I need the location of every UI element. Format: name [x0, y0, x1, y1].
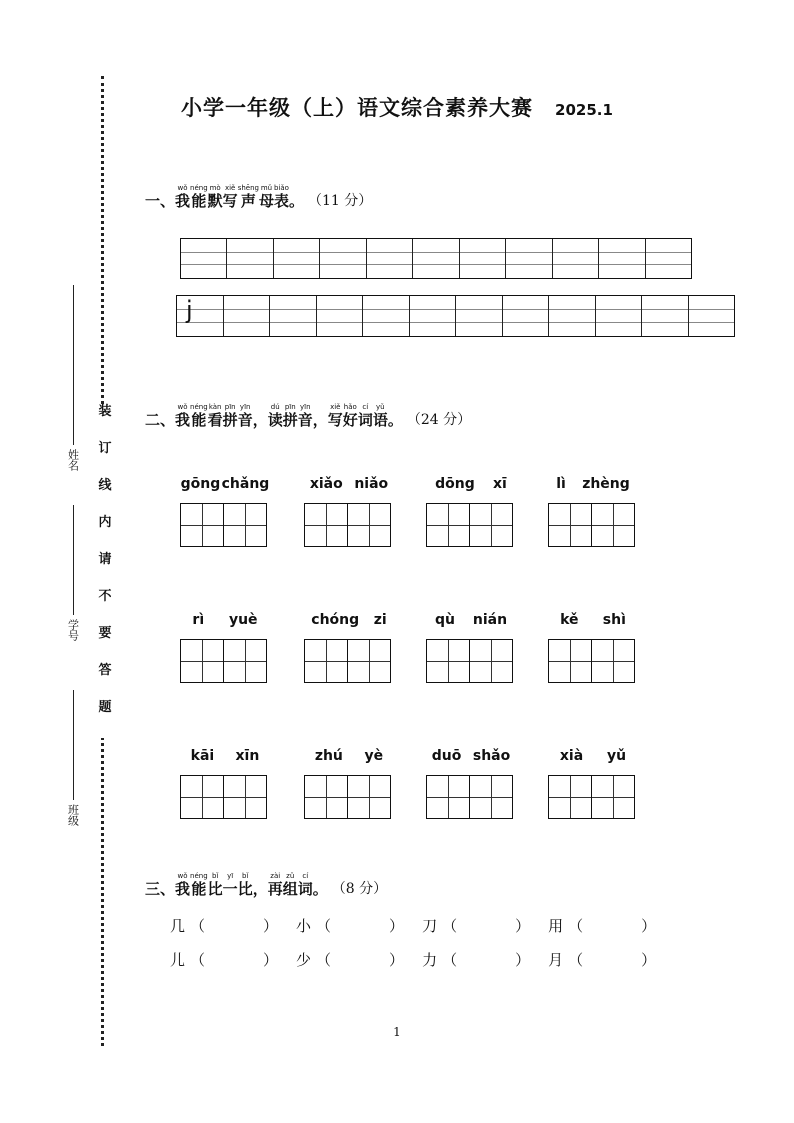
ruby-hanzi: 好	[342, 411, 358, 429]
ruby-pinyin: yīn	[239, 403, 251, 411]
binding-char: 订	[98, 441, 112, 456]
ruby-pinyin: wǒ	[177, 403, 188, 411]
syllable: lì	[556, 476, 566, 492]
ruby-hanzi: ，	[252, 411, 268, 429]
writing-cell[interactable]	[455, 296, 502, 336]
ruby-char	[298, 403, 313, 429]
compare-char: 刀	[422, 917, 438, 935]
ruby-pinyin: pīn	[224, 403, 236, 411]
ruby-char	[208, 403, 223, 429]
ruby-char	[238, 403, 253, 429]
word-task	[548, 748, 638, 819]
word-task	[548, 612, 638, 683]
binding-notice	[94, 405, 116, 738]
writing-cell[interactable]	[181, 239, 226, 278]
spacer	[404, 949, 422, 970]
syllable: chǎng	[221, 476, 270, 492]
tian-grid-pair	[426, 503, 516, 547]
ruby-char	[373, 403, 388, 429]
ruby-pinyin: néng	[190, 403, 208, 411]
ruby-char	[283, 872, 298, 898]
ruby-hanzi: ，	[312, 411, 328, 429]
student-number-line	[73, 505, 74, 615]
student-number-field	[66, 505, 80, 641]
writing-cell[interactable]	[502, 296, 549, 336]
ruby-char	[328, 403, 343, 429]
word-pinyin	[304, 612, 394, 632]
writing-cell[interactable]	[226, 239, 272, 278]
name-field	[66, 285, 80, 471]
exam-date: 2025.1	[555, 101, 613, 119]
tian-grid-box[interactable]	[348, 639, 391, 683]
binding-char: 请	[98, 552, 112, 567]
ruby-pinyin: cí	[302, 872, 309, 880]
ruby-char	[175, 872, 190, 898]
ruby-hanzi: 声	[240, 192, 256, 210]
answer-blank[interactable]	[331, 915, 389, 936]
tian-grid-box[interactable]	[426, 775, 470, 819]
section1-heading	[145, 184, 372, 210]
section-score: （24 分）	[406, 412, 472, 428]
compare-row-1	[170, 915, 656, 936]
word-task	[426, 748, 516, 819]
compare-char: 小	[296, 917, 312, 935]
syllable: chóng	[311, 612, 360, 628]
word-pinyin	[180, 612, 270, 632]
syllable: xiǎo	[309, 476, 343, 492]
ruby-char	[223, 184, 238, 210]
class-label: 班级	[66, 804, 80, 826]
tian-grid-box[interactable]	[548, 775, 592, 819]
syllable: dōng	[435, 476, 475, 492]
compare-char: 用	[548, 917, 564, 935]
word-task	[426, 612, 516, 683]
section-number: 二、	[145, 411, 176, 429]
ruby-hanzi: 能	[191, 192, 207, 210]
ruby-hanzi: 母	[258, 192, 274, 210]
tian-grid-box[interactable]	[470, 639, 513, 683]
writing-cell[interactable]	[552, 239, 598, 278]
syllable: nián	[472, 612, 508, 628]
ruby-hanzi: 比	[207, 880, 223, 898]
section-tail: 。	[387, 411, 403, 429]
paren-close: ）	[263, 951, 279, 969]
compare-row-2	[170, 949, 656, 970]
tian-grid-box[interactable]	[224, 503, 267, 547]
ruby-pinyin: bǐ	[211, 872, 219, 880]
tian-grid-box[interactable]	[348, 775, 391, 819]
syllable: rì	[192, 612, 205, 628]
word-task	[304, 612, 394, 683]
tian-grid-box[interactable]	[426, 503, 470, 547]
ruby-hanzi: 我	[175, 411, 191, 429]
word-pinyin	[426, 748, 516, 768]
binding-char: 题	[98, 700, 112, 715]
syllable: gōng	[180, 476, 221, 492]
section2-heading	[145, 403, 471, 429]
ruby-hanzi: 写	[327, 411, 343, 429]
writing-cell[interactable]	[366, 239, 412, 278]
tian-grid-box[interactable]	[304, 639, 348, 683]
answer-blank[interactable]	[205, 915, 263, 936]
ruby-pinyin: xiě	[224, 184, 236, 192]
syllable: yuè	[228, 612, 258, 628]
spacer	[404, 915, 422, 936]
syllable: kāi	[190, 748, 215, 764]
binding-char: 装	[98, 404, 112, 419]
compare-char: 几	[170, 917, 186, 935]
compare-char: 力	[422, 951, 438, 969]
syllable: xīn	[235, 748, 260, 764]
word-pinyin	[180, 476, 270, 496]
paren-open: （	[442, 951, 458, 969]
word-task	[180, 476, 270, 547]
paren-close: ）	[641, 951, 657, 969]
ruby-char	[175, 184, 190, 210]
syllable: yǔ	[607, 748, 627, 764]
ruby-pinyin: bǐ	[242, 872, 249, 880]
ruby-char	[298, 872, 313, 898]
tian-grid-pair	[180, 639, 270, 683]
ruby-char	[259, 184, 274, 210]
paren-close: ）	[389, 951, 405, 969]
writing-cell[interactable]	[688, 296, 735, 336]
ruby-hanzi: 拼	[222, 411, 238, 429]
ruby-pinyin: néng	[190, 184, 208, 192]
syllable: xià	[559, 748, 584, 764]
ruby-char	[208, 872, 223, 898]
word-task	[426, 476, 516, 547]
page-title	[0, 92, 794, 122]
ruby-char	[190, 184, 208, 210]
ruby-pinyin: néng	[190, 872, 208, 880]
section-tail: 。	[289, 192, 305, 210]
ruby-char	[358, 403, 373, 429]
initials-writing-grid-1[interactable]	[180, 238, 692, 279]
syllable: qù	[434, 612, 455, 628]
given-letter: j	[186, 296, 193, 324]
spacer	[530, 915, 548, 936]
tian-grid-box[interactable]	[548, 503, 592, 547]
spacer	[530, 949, 548, 970]
paren-open: （	[568, 917, 584, 935]
ruby-pinyin: yǔ	[376, 403, 385, 411]
writing-cell[interactable]	[273, 239, 319, 278]
ruby-hanzi: 写	[222, 192, 238, 210]
paren-open: （	[316, 917, 332, 935]
ruby-char	[253, 880, 268, 898]
paren-close: ）	[515, 917, 531, 935]
paren-open: （	[568, 951, 584, 969]
tian-grid-box[interactable]	[592, 503, 635, 547]
section-number: 一、	[145, 192, 176, 210]
word-task	[304, 476, 394, 547]
word-pinyin	[548, 748, 638, 768]
answer-blank[interactable]	[583, 949, 641, 970]
writing-cell[interactable]	[505, 239, 551, 278]
spacer	[278, 915, 296, 936]
word-task	[180, 748, 270, 819]
section3-heading	[145, 872, 387, 898]
ruby-hanzi: 比	[237, 880, 253, 898]
paren-close: ）	[389, 917, 405, 935]
paren-close: ）	[263, 917, 279, 935]
word-pinyin	[180, 748, 270, 768]
tian-grid-box[interactable]	[224, 775, 267, 819]
ruby-char	[238, 184, 259, 210]
writing-cell[interactable]	[409, 296, 456, 336]
exam-title: 小学一年级（上）语文综合素养大赛	[181, 96, 534, 120]
writing-cell[interactable]	[548, 296, 595, 336]
ruby-pinyin: dú	[270, 403, 280, 411]
ruby-hanzi: 语	[372, 411, 388, 429]
ruby-char	[190, 403, 208, 429]
ruby-char	[253, 411, 268, 429]
ruby-pinyin: wǒ	[177, 872, 188, 880]
word-task	[548, 476, 638, 547]
ruby-hanzi: 词	[297, 880, 313, 898]
ruby-hanzi: 能	[191, 880, 207, 898]
tian-grid-pair	[548, 639, 638, 683]
ruby-pinyin: wǒ	[177, 184, 188, 192]
ruby-hanzi: 音	[237, 411, 253, 429]
tian-grid-box[interactable]	[304, 503, 348, 547]
ruby-char	[208, 184, 223, 210]
writing-cell[interactable]	[319, 239, 365, 278]
ruby-hanzi: 音	[297, 411, 313, 429]
ruby-pinyin: kàn	[208, 403, 222, 411]
paren-open: （	[190, 951, 206, 969]
compare-char: 月	[548, 951, 564, 969]
tian-grid-pair	[426, 775, 516, 819]
syllable: duō	[431, 748, 462, 764]
ruby-pinyin: zǔ	[286, 872, 295, 880]
ruby-hanzi: 词	[357, 411, 373, 429]
ruby-hanzi: 读	[267, 411, 283, 429]
writing-cell[interactable]	[641, 296, 688, 336]
answer-blank[interactable]	[205, 949, 263, 970]
paren-open: （	[190, 917, 206, 935]
paren-open: （	[316, 951, 332, 969]
ruby-pinyin: hǎo	[343, 403, 357, 411]
ruby-hanzi: 默	[207, 192, 223, 210]
syllable: zhèng	[582, 476, 630, 492]
paren-close: ）	[641, 917, 657, 935]
section-score: （8 分）	[331, 881, 388, 897]
word-pinyin	[426, 612, 516, 632]
ruby-hanzi: 表	[273, 192, 289, 210]
answer-blank[interactable]	[331, 949, 389, 970]
writing-cell[interactable]	[316, 296, 363, 336]
answer-blank[interactable]	[583, 915, 641, 936]
tian-grid-box[interactable]	[548, 639, 592, 683]
ruby-hanzi: 拼	[282, 411, 298, 429]
syllable: shǎo	[472, 748, 511, 764]
word-pinyin	[548, 612, 638, 632]
ruby-pinyin: cí	[362, 403, 369, 411]
ruby-pinyin: mǔ	[260, 184, 273, 192]
ruby-pinyin: yī	[227, 872, 234, 880]
writing-cell[interactable]	[412, 239, 458, 278]
ruby-char	[313, 411, 328, 429]
tian-grid-pair	[548, 775, 638, 819]
ruby-hanzi: 能	[191, 411, 207, 429]
binding-char: 答	[98, 663, 112, 678]
syllable: yè	[364, 748, 384, 764]
ruby-char	[268, 403, 283, 429]
binding-char: 要	[98, 626, 112, 641]
writing-cell[interactable]	[598, 239, 644, 278]
ruby-pinyin: yīn	[299, 403, 311, 411]
ruby-hanzi: ，	[252, 880, 268, 898]
syllable: shì	[602, 612, 626, 628]
ruby-char	[238, 872, 253, 898]
class-line	[73, 690, 74, 800]
tian-grid-pair	[548, 503, 638, 547]
ruby-char	[223, 872, 238, 898]
tian-grid-pair	[426, 639, 516, 683]
writing-cell[interactable]	[595, 296, 642, 336]
ruby-pinyin: biǎo	[274, 184, 289, 192]
tian-grid-box[interactable]	[304, 775, 348, 819]
tian-grid-box[interactable]	[348, 503, 391, 547]
word-pinyin	[426, 476, 516, 496]
tian-grid-box[interactable]	[180, 503, 224, 547]
writing-cell[interactable]	[645, 239, 691, 278]
tian-grid-pair	[304, 775, 394, 819]
binding-char: 线	[98, 478, 112, 493]
writing-cell[interactable]	[223, 296, 270, 336]
tian-grid-box[interactable]	[470, 775, 513, 819]
ruby-char	[343, 403, 358, 429]
ruby-hanzi: 组	[282, 880, 298, 898]
tian-grid-pair	[180, 775, 270, 819]
writing-cell[interactable]	[177, 296, 223, 336]
tian-grid-box[interactable]	[592, 639, 635, 683]
ruby-hanzi: 再	[267, 880, 283, 898]
ruby-hanzi: 我	[175, 880, 191, 898]
ruby-char	[175, 403, 190, 429]
answer-blank[interactable]	[457, 915, 515, 936]
syllable: niǎo	[354, 476, 389, 492]
section-tail: 。	[312, 880, 328, 898]
tian-grid-box[interactable]	[180, 639, 224, 683]
tian-grid-box[interactable]	[180, 775, 224, 819]
tian-grid-pair	[180, 503, 270, 547]
ruby-pinyin: shēng	[237, 184, 259, 192]
answer-blank[interactable]	[457, 949, 515, 970]
section-number: 三、	[145, 880, 176, 898]
student-number-label: 学号	[66, 619, 80, 641]
word-pinyin	[304, 476, 394, 496]
ruby-pinyin: mò	[209, 184, 221, 192]
ruby-char	[283, 403, 298, 429]
ruby-pinyin: pīn	[284, 403, 296, 411]
name-label: 姓名	[66, 449, 80, 471]
word-task	[180, 612, 270, 683]
ruby-hanzi: 我	[175, 192, 191, 210]
ruby-hanzi: 看	[207, 411, 223, 429]
spacer	[278, 949, 296, 970]
tian-grid-pair	[304, 639, 394, 683]
syllable: zi	[373, 612, 387, 628]
syllable: xī	[493, 476, 507, 492]
tian-grid-box[interactable]	[470, 503, 513, 547]
ruby-pinyin: zài	[270, 872, 281, 880]
word-pinyin	[304, 748, 394, 768]
compare-char: 儿	[170, 951, 186, 969]
paren-close: ）	[515, 951, 531, 969]
ruby-char	[268, 872, 283, 898]
ruby-hanzi: 一	[222, 880, 238, 898]
word-pinyin	[548, 476, 638, 496]
ruby-char	[274, 184, 289, 210]
writing-cell[interactable]	[269, 296, 316, 336]
tian-grid-pair	[304, 503, 394, 547]
tian-grid-box[interactable]	[426, 639, 470, 683]
writing-cell[interactable]	[362, 296, 409, 336]
syllable: zhú	[314, 748, 343, 764]
section-score: （11 分）	[308, 193, 373, 209]
writing-cell[interactable]	[459, 239, 505, 278]
paren-open: （	[442, 917, 458, 935]
ruby-pinyin: xiě	[330, 403, 341, 411]
tian-grid-box[interactable]	[592, 775, 635, 819]
ruby-char	[190, 872, 208, 898]
page-number: 1	[393, 1025, 401, 1039]
compare-char: 少	[296, 951, 312, 969]
syllable: kě	[560, 612, 579, 628]
ruby-char	[223, 403, 238, 429]
binding-char: 不	[98, 589, 112, 604]
binding-char: 内	[98, 515, 112, 530]
name-line	[73, 285, 74, 445]
word-task	[304, 748, 394, 819]
class-field	[66, 690, 80, 826]
initials-writing-grid-2[interactable]	[176, 295, 735, 337]
tian-grid-box[interactable]	[224, 639, 267, 683]
